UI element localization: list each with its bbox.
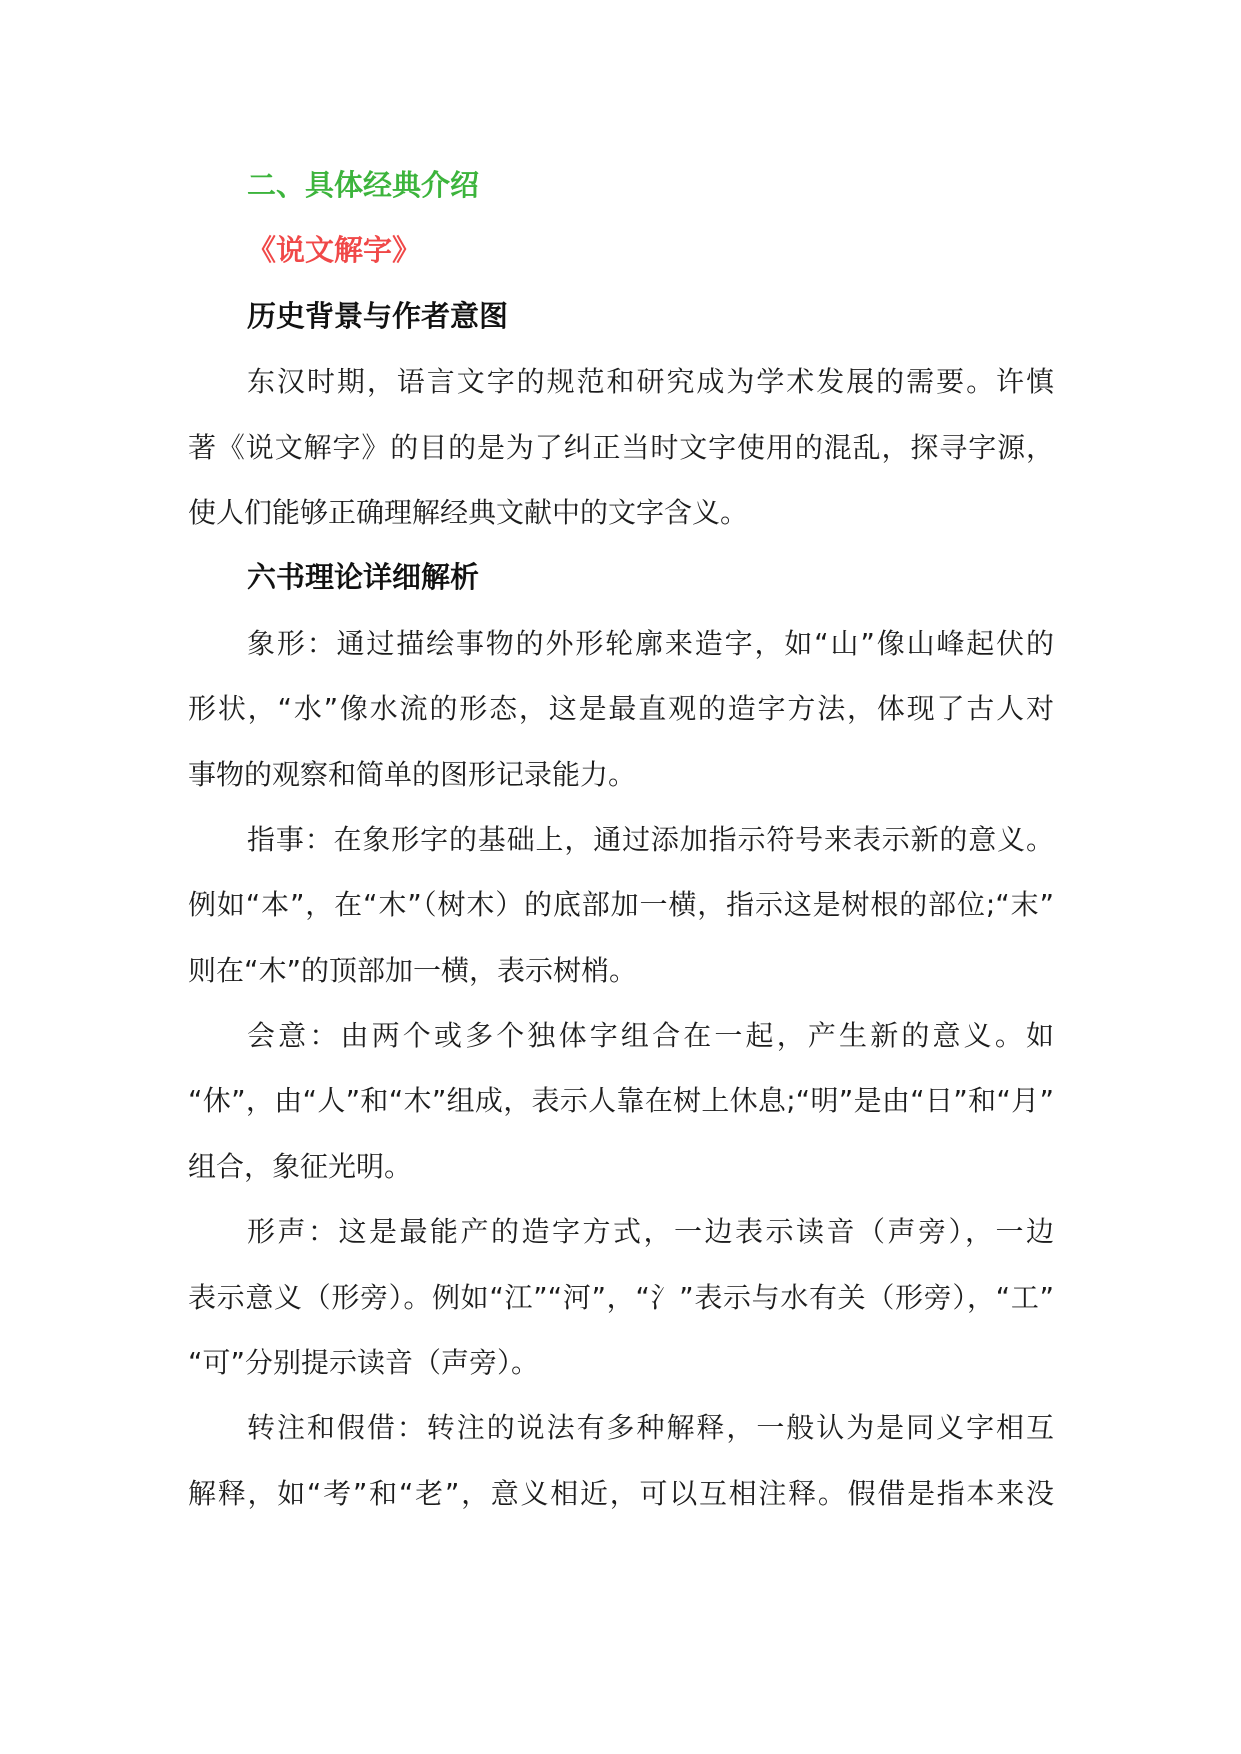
paragraph-line: “休”，由“人”和“木”组成，表示人靠在树上休息;“明”是由“日”和“月” (188, 1084, 1054, 1118)
paragraph-line: 则在“木”的顶部加一横，表示树梢。 (188, 953, 638, 987)
history-paragraph (188, 349, 1054, 545)
subheading-history: 历史背景与作者意图 (247, 298, 509, 333)
book-title: 《说文解字》 (247, 233, 422, 268)
pictograph-paragraph (188, 611, 1054, 807)
paragraph-line: 会意：由两个或多个独体字组合在一起，产生新的意义。如 (247, 1019, 1054, 1053)
paragraph-line: 指事：在象形字的基础上，通过添加指示符号来表示新的意义。 (247, 822, 1054, 856)
paragraph-line: 形声：这是最能产的造字方式，一边表示读音（声旁），一边 (247, 1215, 1054, 1249)
paragraph-line: 象形：通过描绘事物的外形轮廓来造字，如“山”像山峰起伏的 (247, 626, 1054, 660)
paragraph-line: 组合，象征光明。 (188, 1149, 413, 1183)
page-content (188, 153, 1054, 1526)
paragraph-line: 东汉时期，语言文字的规范和研究成为学术发展的需要。许慎 (247, 365, 1054, 399)
paragraph-line: 转注和假借：转注的说法有多种解释，一般认为是同义字相互 (247, 1411, 1054, 1445)
paragraph-line: 例如“本”，在“木”（树木）的底部加一横，指示这是树根的部位;“末” (188, 888, 1054, 922)
section-title: 二、具体经典介绍 (247, 168, 480, 202)
paragraph-line: 形状，“水”像水流的形态，这是最直观的造字方法，体现了古人对 (188, 692, 1054, 726)
paragraph-line: 著《说文解字》的目的是为了纠正当时文字使用的混乱，探寻字源， (188, 430, 1054, 464)
paragraph-line: 使人们能够正确理解经典文献中的文字含义。 (188, 495, 749, 529)
subheading-six-writings: 六书理论详细解析 (247, 560, 480, 595)
paragraph-line: “可”分别提示读音（声旁）。 (188, 1346, 540, 1380)
paragraph-line: 表示意义（形旁）。例如“江”“河”，“氵”表示与水有关（形旁），“工” (188, 1280, 1054, 1314)
paragraph-line: 事物的观察和简单的图形记录能力。 (188, 757, 637, 791)
paragraph-line: 解释，如“考”和“老”，意义相近，可以互相注释。假借是指本来没 (188, 1476, 1054, 1510)
indicative-paragraph (188, 807, 1054, 1003)
compound-ideograph-paragraph (188, 1003, 1054, 1199)
derivative-and-loan-paragraph (188, 1395, 1054, 1526)
phono-semantic-paragraph (188, 1199, 1054, 1395)
